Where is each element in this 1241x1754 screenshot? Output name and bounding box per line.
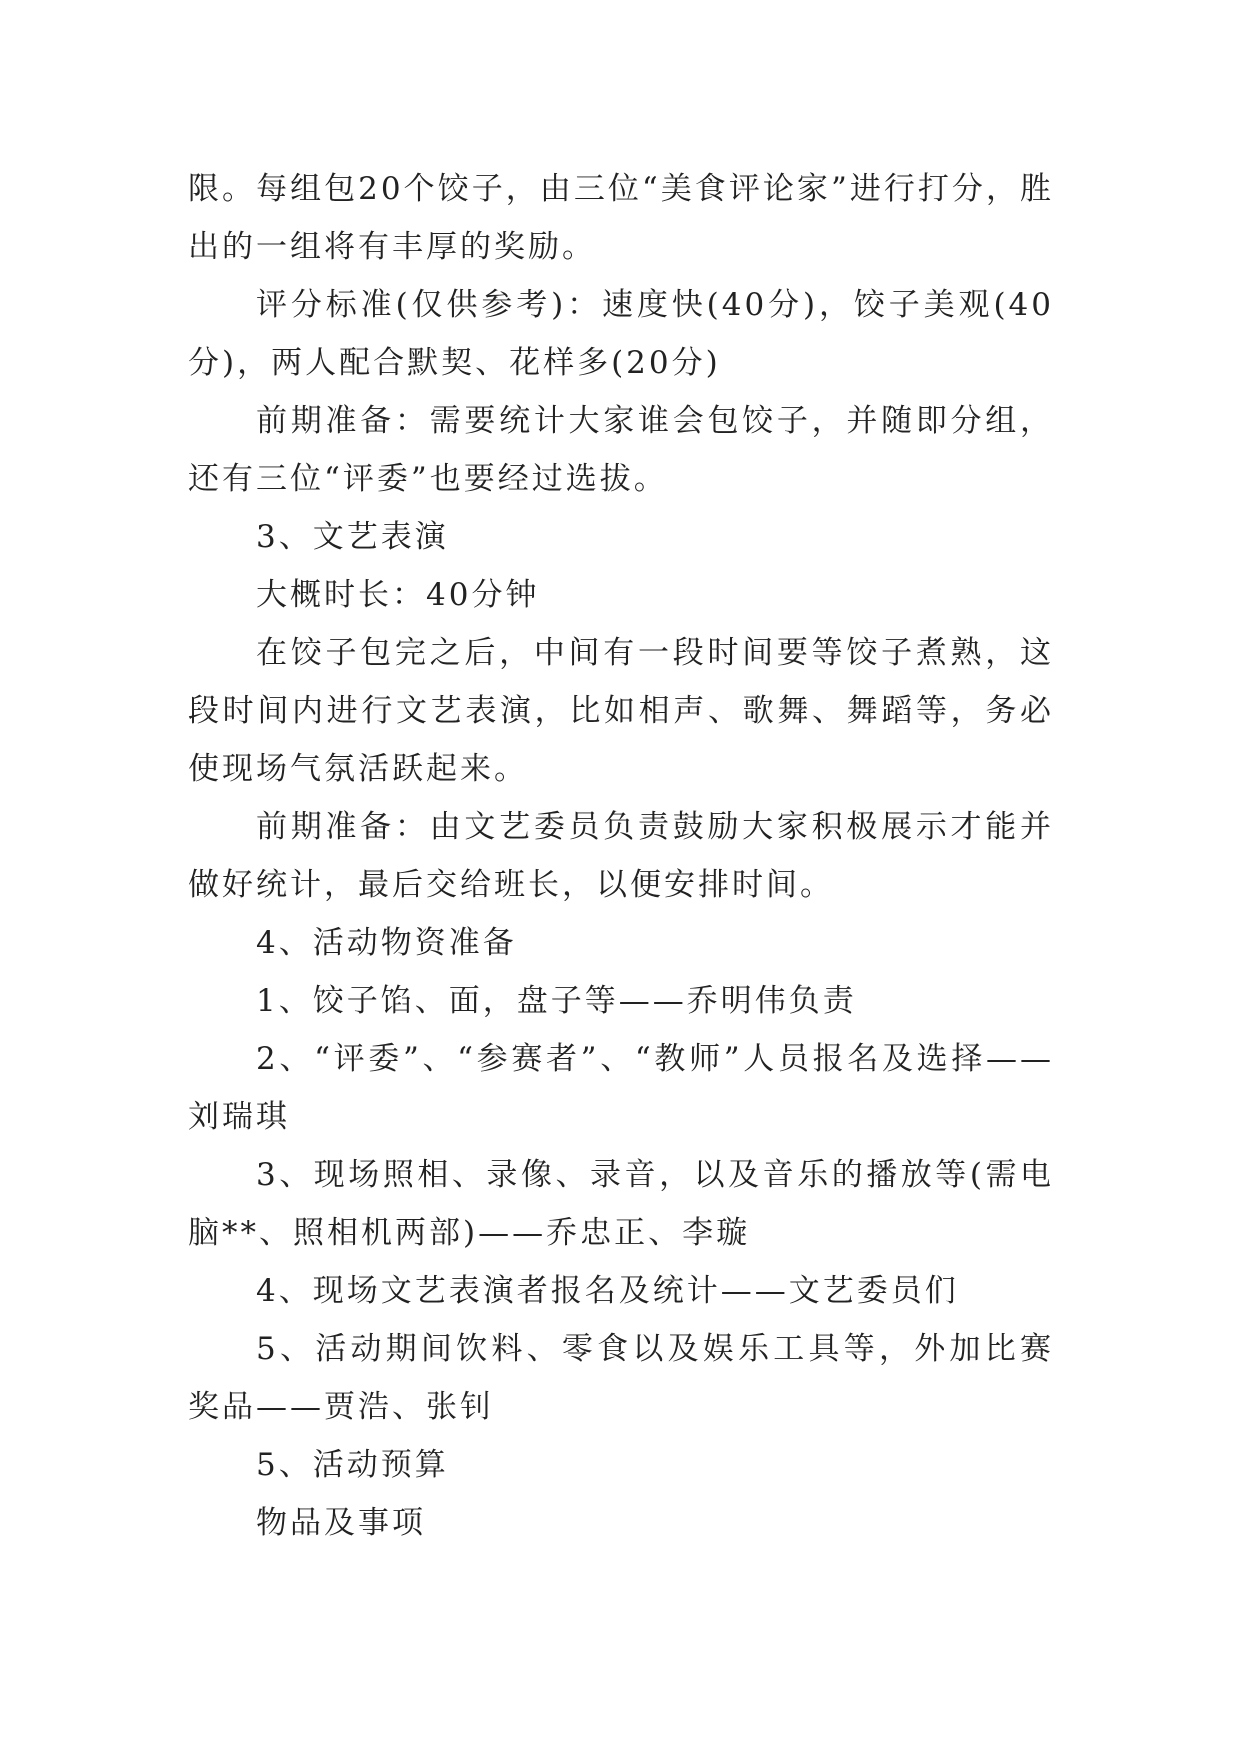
list-item-supplies-1: 1、饺子馅、面，盘子等——乔明伟负责 — [256, 983, 857, 1019]
paragraph-performance-preparation: 前期准备：由文艺委员负责鼓励大家积极展示才能并做好统计，最后交给班长，以便安排时间。 — [188, 809, 1054, 903]
paragraph-intro-tail: 限。每组包20个饺子，由三位“美食评论家”进行打分，胜出的一组将有丰厚的奖励。 — [188, 171, 1054, 265]
list-item-supplies-5: 5、活动期间饮料、零食以及娱乐工具等，外加比赛奖品——贾浩、张钊 — [188, 1331, 1054, 1425]
paragraph-scoring-criteria: 评分标准(仅供参考)：速度快(40分)，饺子美观(40分)，两人配合默契、花样多(20分) — [188, 287, 1054, 381]
section-heading-budget: 5、活动预算 — [256, 1447, 449, 1483]
list-item-supplies-3: 3、现场照相、录像、录音，以及音乐的播放等(需电脑**、照相机两部)——乔忠正、李璇 — [188, 1157, 1054, 1251]
section-heading-performance: 3、文艺表演 — [256, 519, 449, 555]
paragraph-dumpling-preparation: 前期准备：需要统计大家谁会包饺子，并随即分组，还有三位“评委”也要经过选拔。 — [188, 403, 1054, 497]
list-item-supplies-4: 4、现场文艺表演者报名及统计——文艺委员们 — [256, 1273, 959, 1309]
section-heading-supplies: 4、活动物资准备 — [256, 925, 517, 961]
document-body — [188, 160, 1054, 1552]
paragraph-duration: 大概时长：40分钟 — [256, 577, 540, 613]
paragraph-performance-description: 在饺子包完之后，中间有一段时间要等饺子煮熟，这段时间内进行文艺表演，比如相声、歌舞、舞蹈等，务必使现场气氛活跃起来。 — [188, 635, 1054, 787]
list-item-supplies-2: 2、“评委”、“参赛者”、“教师”人员报名及选择——刘瑞琪 — [188, 1041, 1054, 1135]
paragraph-items-and-matters: 物品及事项 — [256, 1505, 426, 1541]
